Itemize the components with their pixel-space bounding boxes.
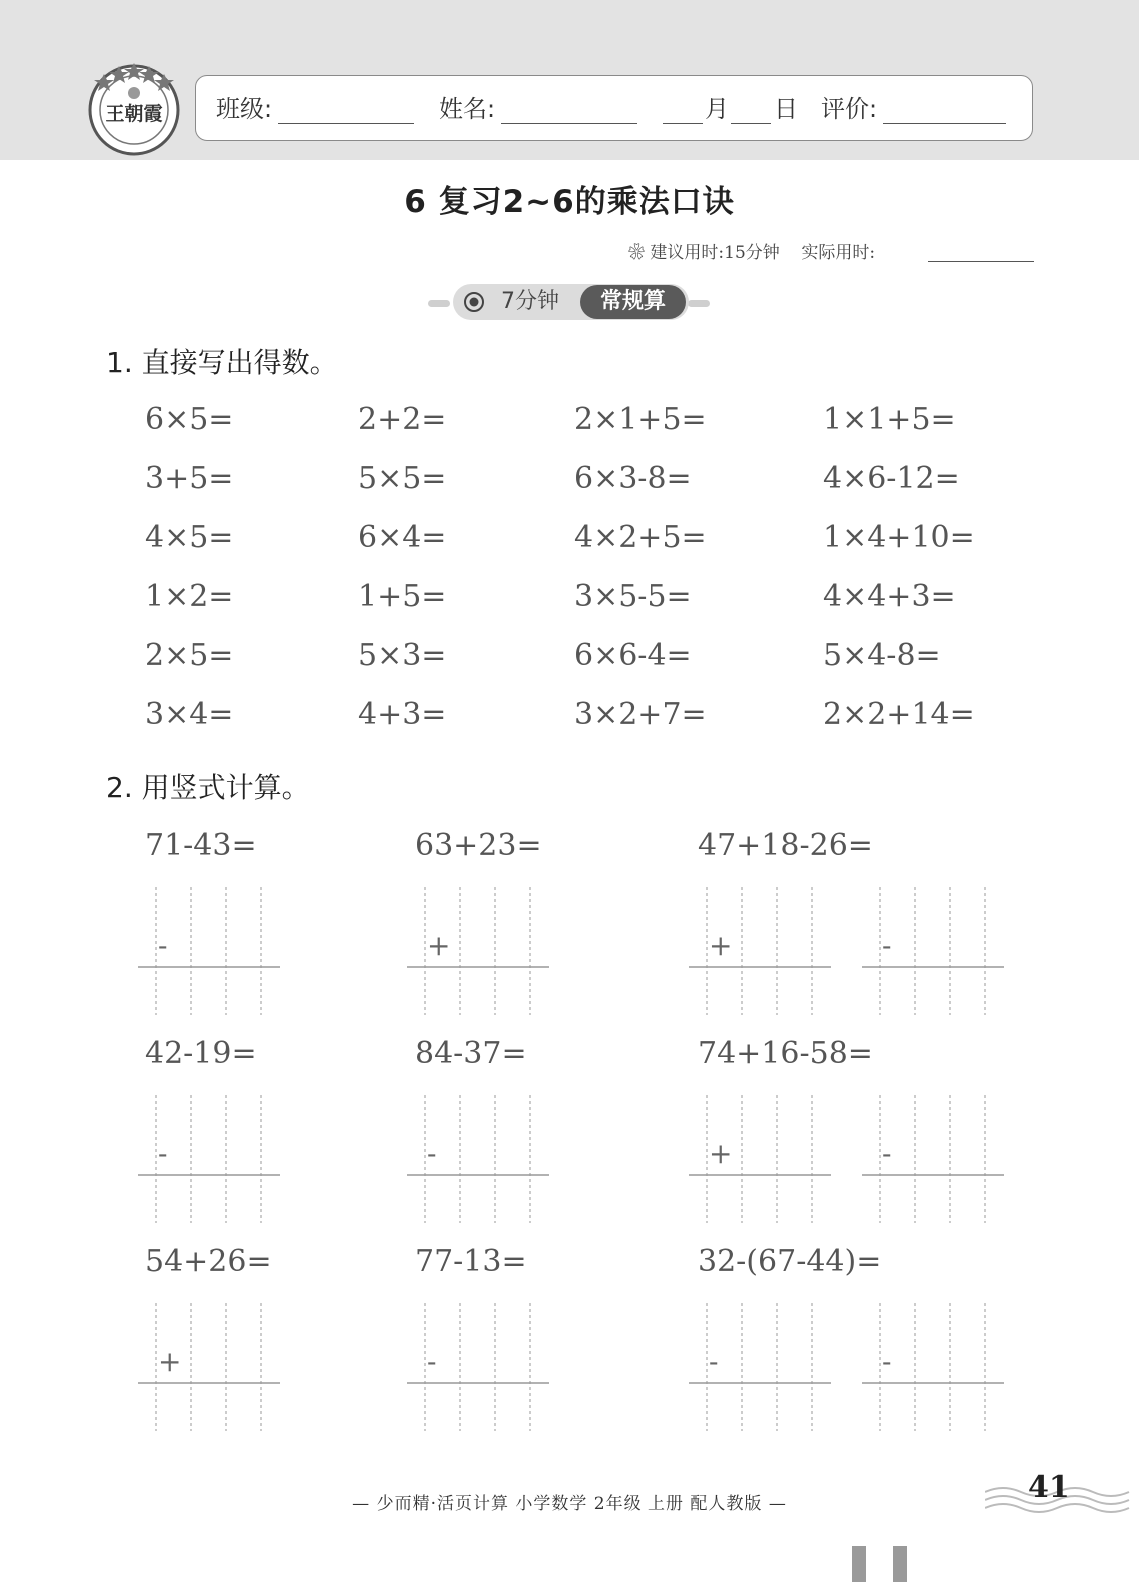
medal-icon: [463, 291, 485, 317]
q1-expression: 1+5=: [358, 579, 447, 614]
q1-expression: 6×3-8=: [574, 461, 692, 496]
operator-sign: -: [882, 1137, 892, 1170]
operator-sign: +: [709, 929, 733, 962]
q1-expression: 2×2+14=: [823, 697, 975, 732]
page-tab-1: [852, 1546, 866, 1582]
q1-expression: 5×4-8=: [823, 638, 941, 673]
actual-time-label: 实际用时:: [801, 243, 876, 263]
class-field[interactable]: [278, 123, 414, 124]
q1-expression: 3+5=: [145, 461, 234, 496]
footer-text: — 少而精·活页计算 小学数学 2年级 上册 配人教版 —: [352, 1494, 787, 1514]
q1-expression: 3×2+7=: [574, 697, 707, 732]
operator-sign: -: [427, 1137, 437, 1170]
publisher-logo: [86, 60, 182, 156]
q2-expression: 84-37=: [415, 1036, 527, 1071]
operator-sign: +: [427, 929, 451, 962]
day-label: 日: [774, 95, 798, 123]
q1-expression: 3×4=: [145, 697, 234, 732]
vertical-calc-grid[interactable]: [407, 1303, 549, 1431]
section-divider-left: [428, 300, 450, 307]
q1-expression: 1×2=: [145, 579, 234, 614]
q1-expression: 5×3=: [358, 638, 447, 673]
q1-expression: 6×4=: [358, 520, 447, 555]
operator-sign: -: [158, 929, 168, 962]
section-badge: 常规算: [580, 285, 686, 319]
q1-expression: 4×6-12=: [823, 461, 960, 496]
q1-expression: 2×1+5=: [574, 402, 707, 437]
q2-expression: 47+18-26=: [698, 828, 873, 863]
q2-expression: 74+16-58=: [698, 1036, 873, 1071]
q1-expression: 1×4+10=: [823, 520, 975, 555]
q2-expression: 77-13=: [415, 1244, 527, 1279]
logo-text: 王朝霞: [105, 103, 163, 125]
q1-expression: 3×5-5=: [574, 579, 692, 614]
section-banner: [453, 284, 689, 320]
page-title: 6 复习2~6的乘法口诀: [404, 184, 735, 220]
month-label: 月: [705, 95, 729, 123]
operator-sign: -: [158, 1137, 168, 1170]
page-tab-2: [893, 1546, 907, 1582]
vertical-calc-grid[interactable]: [689, 887, 831, 1015]
student-info-box: [195, 75, 1033, 141]
vertical-calc-grid[interactable]: [138, 887, 280, 1015]
vertical-calc-grid[interactable]: [407, 1095, 549, 1223]
q1-expression: 2×5=: [145, 638, 234, 673]
q1-expression: 4×4+3=: [823, 579, 956, 614]
section-time: 7分钟: [501, 289, 559, 314]
operator-sign: -: [882, 929, 892, 962]
q1-expression: 6×5=: [145, 402, 234, 437]
operator-sign: -: [709, 1345, 719, 1378]
vertical-calc-grid[interactable]: [862, 1303, 1004, 1431]
eval-label: 评价:: [821, 95, 878, 123]
name-label: 姓名:: [439, 95, 496, 123]
q1-expression: 5×5=: [358, 461, 447, 496]
q2-expression: 42-19=: [145, 1036, 257, 1071]
vertical-calc-grid[interactable]: [138, 1095, 280, 1223]
vertical-calc-grid[interactable]: [862, 1095, 1004, 1223]
flower-icon: ❀: [628, 243, 651, 263]
q1-expression: 4+3=: [358, 697, 447, 732]
actual-time-field[interactable]: [928, 261, 1034, 262]
class-label: 班级:: [216, 95, 273, 123]
q1-expression: 6×6-4=: [574, 638, 692, 673]
vertical-calc-grid[interactable]: [689, 1303, 831, 1431]
page-number: 41: [1028, 1470, 1070, 1505]
q2-expression: 32-(67-44)=: [698, 1244, 882, 1279]
timing-info: [628, 238, 875, 263]
question-2-heading: 2. 用竖式计算。: [106, 771, 310, 804]
operator-sign: +: [158, 1345, 182, 1378]
q2-expression: 71-43=: [145, 828, 257, 863]
q2-expression: 63+23=: [415, 828, 542, 863]
suggested-time: 建议用时:15分钟: [650, 243, 780, 263]
q1-expression: 1×1+5=: [823, 402, 956, 437]
question-1-heading: 1. 直接写出得数。: [106, 346, 338, 379]
vertical-calc-grid[interactable]: [407, 887, 549, 1015]
q2-expression: 54+26=: [145, 1244, 272, 1279]
operator-sign: -: [427, 1345, 437, 1378]
day-field[interactable]: [731, 123, 771, 124]
vertical-calc-grid[interactable]: [689, 1095, 831, 1223]
operator-sign: -: [882, 1345, 892, 1378]
q1-expression: 4×5=: [145, 520, 234, 555]
vertical-calc-grid[interactable]: [862, 887, 1004, 1015]
month-field[interactable]: [663, 123, 703, 124]
name-field[interactable]: [501, 123, 637, 124]
q1-expression: 2+2=: [358, 402, 447, 437]
q1-expression: 4×2+5=: [574, 520, 707, 555]
vertical-calc-grid[interactable]: [138, 1303, 280, 1431]
eval-field[interactable]: [883, 123, 1006, 124]
operator-sign: +: [709, 1137, 733, 1170]
section-divider-right: [688, 300, 710, 307]
